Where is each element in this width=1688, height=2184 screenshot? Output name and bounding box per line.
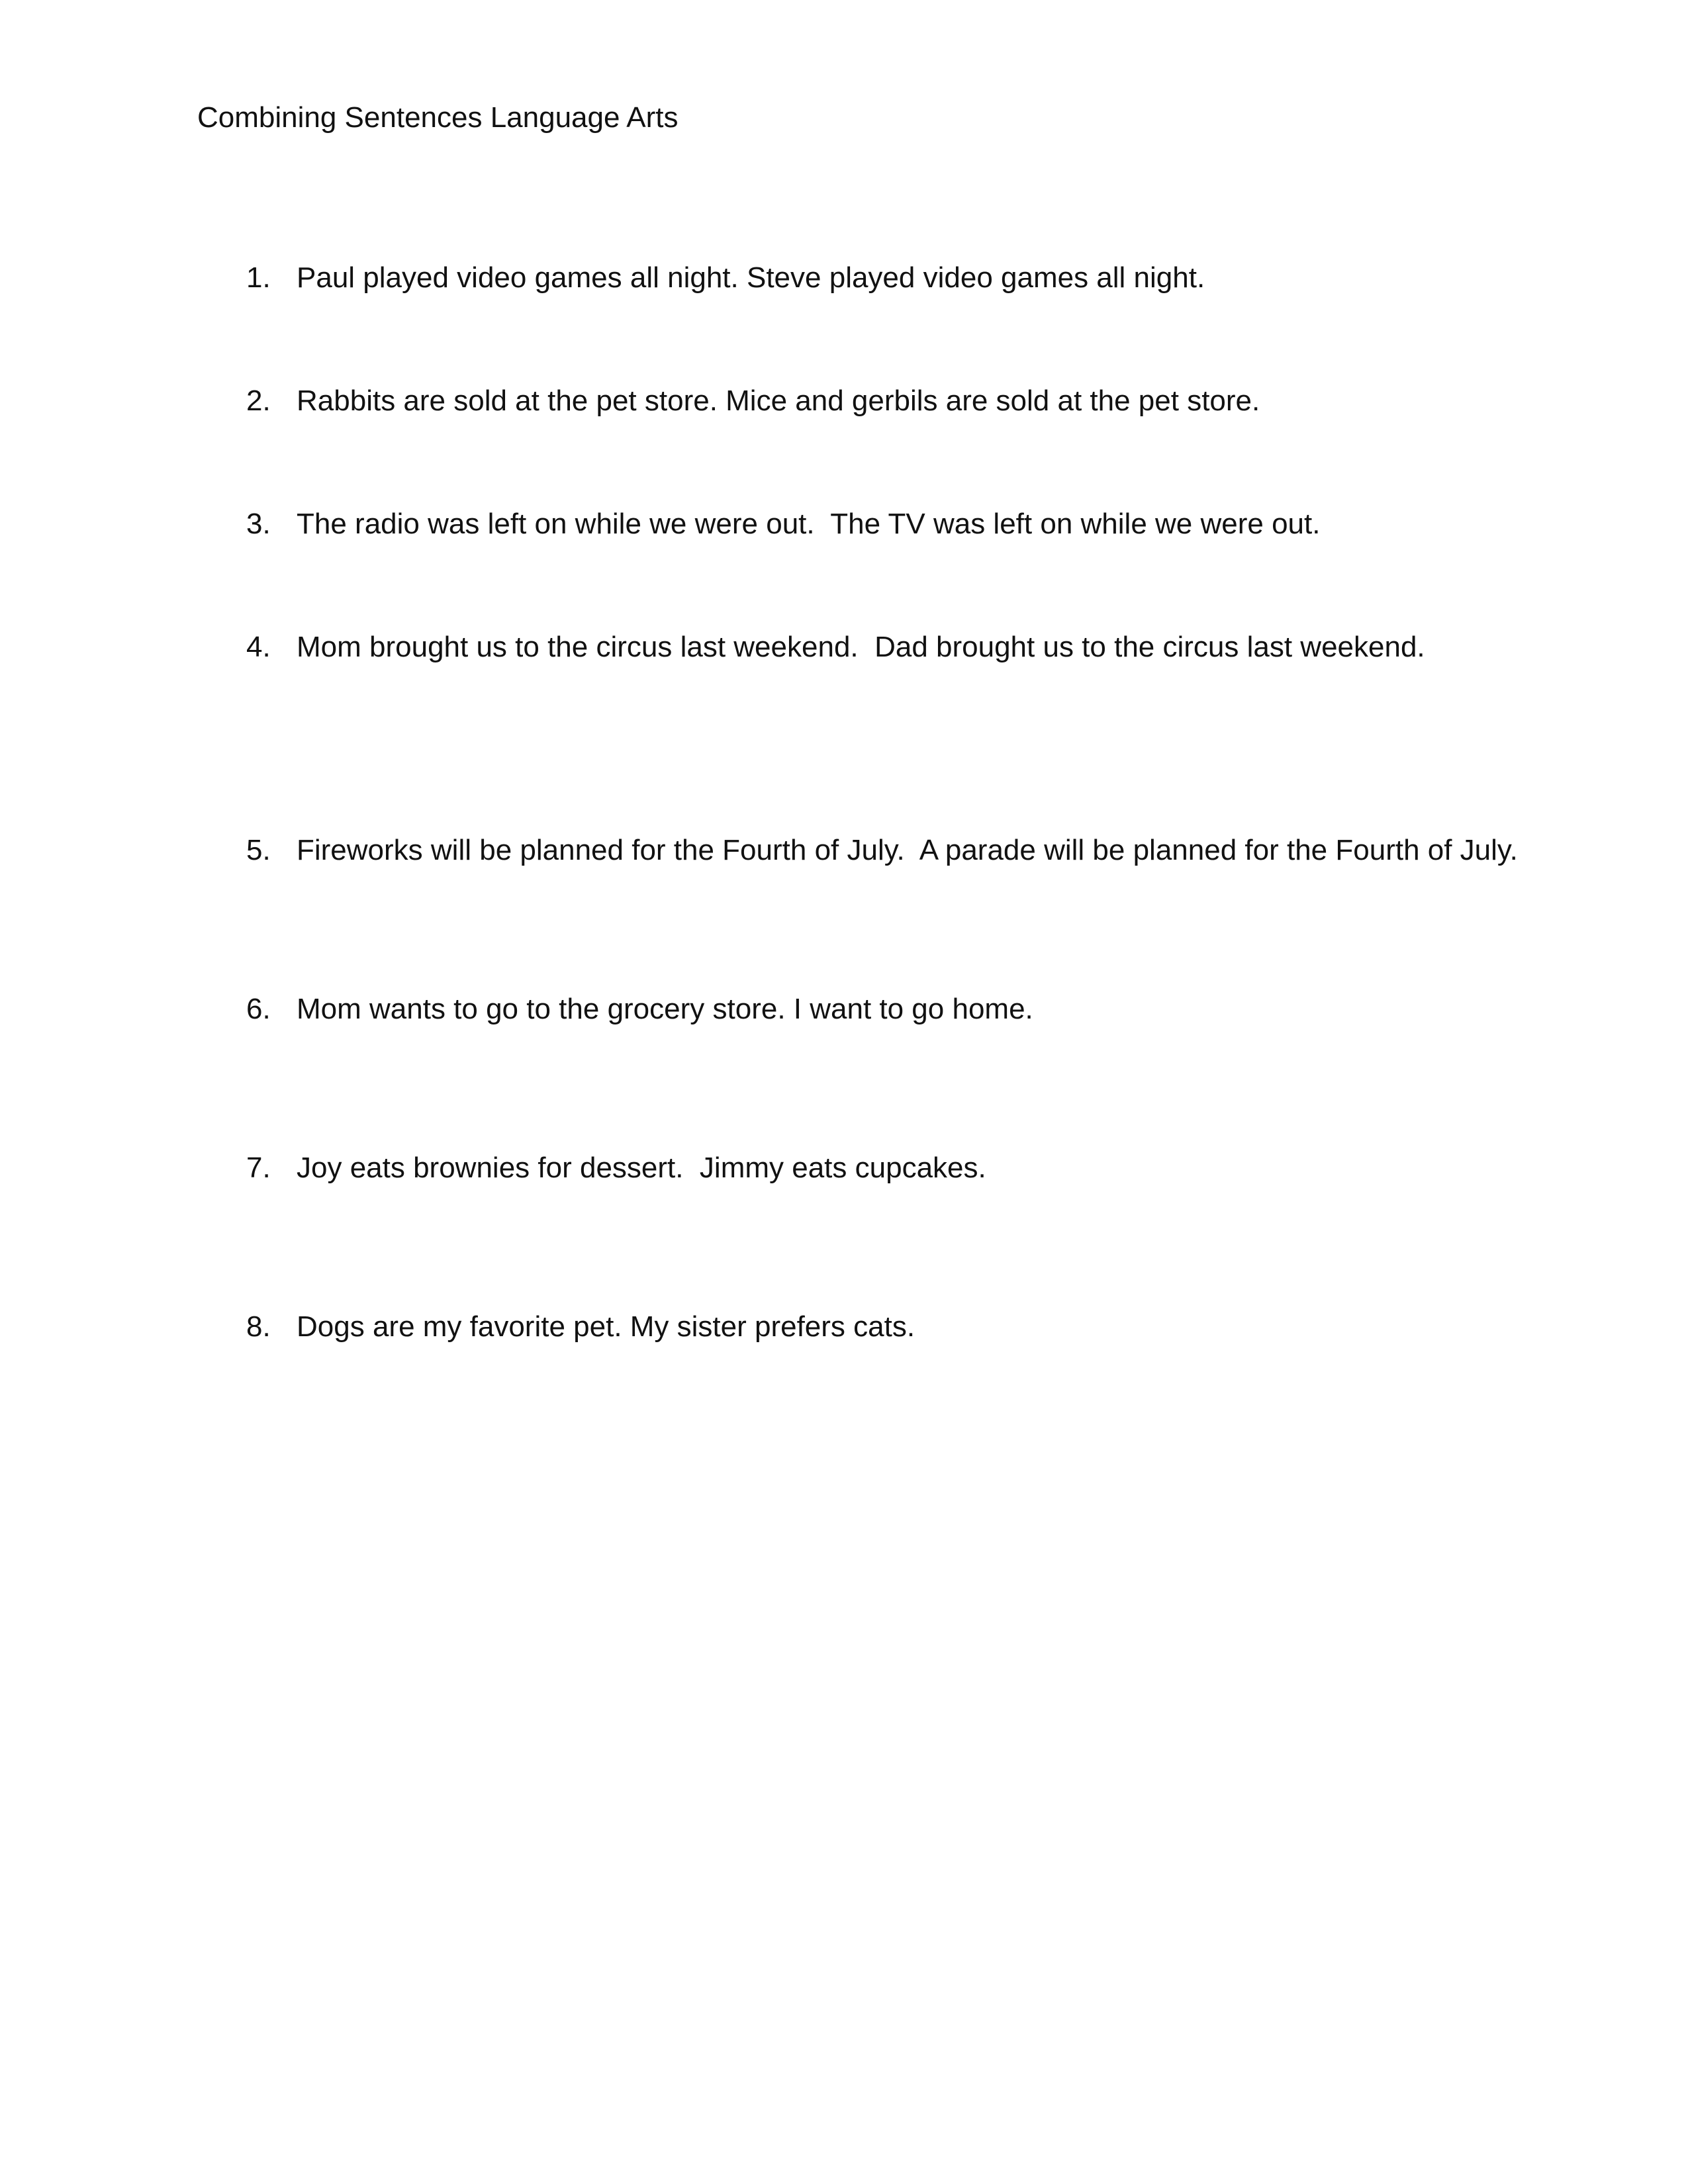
list-item-text: Dogs are my favorite pet. My sister prefers cats. xyxy=(297,1310,915,1343)
list-item-number: 5. xyxy=(246,834,271,866)
list-item-text: Mom wants to go to the grocery store. I want to go home. xyxy=(297,993,1033,1025)
list-item xyxy=(246,259,1205,296)
list-item-text: The radio was left on while we were out. The TV was left on while we were out. xyxy=(297,508,1321,540)
list-item-number: 2. xyxy=(246,385,271,417)
list-item-text: Joy eats brownies for dessert. Jimmy eats cupcakes. xyxy=(297,1152,986,1184)
list-item xyxy=(246,629,1425,666)
list-item xyxy=(246,1150,986,1187)
list-item-number: 1. xyxy=(246,261,271,294)
list-item xyxy=(246,506,1320,543)
list-item-number: 8. xyxy=(246,1310,271,1343)
list-item-number: 4. xyxy=(246,631,271,663)
list-item-text: Paul played video games all night. Steve played video games all night. xyxy=(297,261,1205,294)
list-item-text: Rabbits are sold at the pet store. Mice and gerbils are sold at the pet store. xyxy=(297,385,1260,417)
list-item-number: 6. xyxy=(246,993,271,1025)
list-item-number: 7. xyxy=(246,1152,271,1184)
list-item xyxy=(246,1308,915,1345)
list-item-number: 3. xyxy=(246,508,271,540)
list-item xyxy=(246,832,1518,869)
page-title: Combining Sentences Language Arts xyxy=(197,101,679,134)
list-item xyxy=(246,383,1260,420)
list-item-text: Mom brought us to the circus last weekend. Dad brought us to the circus last weekend. xyxy=(297,631,1425,663)
list-item xyxy=(246,991,1033,1028)
list-item-text: Fireworks will be planned for the Fourth of July. A parade will be planned for the Fourth of July. xyxy=(297,834,1518,866)
